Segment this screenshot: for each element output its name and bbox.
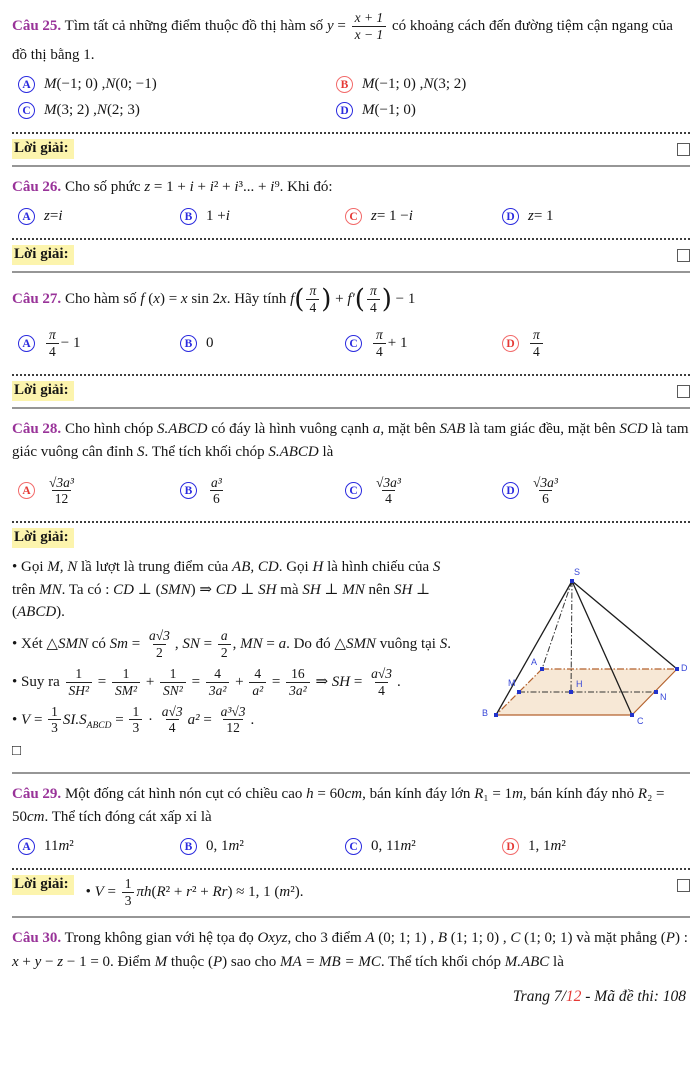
- option-text: $\frac{\text{√3a³}}{4}$: [376, 474, 401, 507]
- question-body: Một đống cát hình nón cụt có chiều cao h = 60cm, bán kính đáy lớn R₁ = 1m, bán kính đáy nhỏ R₂ = 50cm. Thể tích đóng cát xấp xỉ là: [12, 785, 665, 826]
- option-letter-circle: D: [502, 208, 519, 225]
- option-letter-circle: B: [180, 482, 197, 499]
- solution-inline-text: • V = $\frac{1}{3}$ πh(R² + r² + Rr) ≈ 1, 1 (m²).: [85, 876, 304, 909]
- footer-exam-code: - Mã đề thi: 108: [581, 987, 686, 1005]
- option-a[interactable]: [18, 208, 180, 225]
- page-footer: [12, 988, 686, 1006]
- option-text: M (3; 2) , N (2; 3): [44, 102, 140, 119]
- question-29: [12, 783, 690, 918]
- question-text: [12, 783, 690, 830]
- section-divider: [12, 916, 690, 918]
- label-a: A: [531, 657, 538, 668]
- option-letter-circle: A: [18, 482, 35, 499]
- option-letter-circle: D: [336, 102, 353, 119]
- option-c[interactable]: [345, 838, 502, 855]
- solution-label: Lời giải:: [12, 528, 74, 548]
- section-divider: [12, 407, 690, 409]
- solution-row: [12, 875, 690, 910]
- option-letter-circle: C: [345, 838, 362, 855]
- question-body: Cho số phức z = 1 + i + i² + i³... + i⁹. Khi đó:: [64, 179, 333, 196]
- question-body: Trong không gian với hệ tọa đọ Oxyz, cho 3 điểm A (0; 1; 1) , B (1; 1; 0) , C (1; 0; 1) và mặt phẳng (P) : x + y − z − 1 = 0. Điểm M thuộc (P) sao cho MA = MB = MC. Thể tích khối chóp M.ABC là: [12, 930, 688, 970]
- option-text: z = 1 − i: [371, 208, 413, 225]
- option-d[interactable]: [502, 208, 690, 225]
- option-text: 0, 1 m ²: [206, 838, 244, 855]
- option-d[interactable]: [502, 838, 690, 855]
- question-number: Câu 26.: [12, 179, 62, 196]
- option-text: 1, 1 m ²: [528, 838, 566, 855]
- solution-row: [12, 528, 690, 548]
- option-letter-circle: C: [18, 102, 35, 119]
- option-d[interactable]: [336, 102, 690, 119]
- question-text: [12, 9, 690, 67]
- solution-row: [12, 245, 690, 265]
- options: [18, 76, 690, 119]
- option-letter-circle: A: [18, 335, 35, 352]
- option-letter-circle: A: [18, 208, 35, 225]
- question-body: Cho hình chóp S.ABCD có đáy là hình vuông cạnh a, mặt bên SAB là tam giác đều, mặt bên SCD là tam giác vuông cân đỉnh S. Thể tích khối chóp S.ABCD là: [12, 421, 689, 461]
- label-c: C: [637, 716, 644, 727]
- option-text: M (−1; 0) , N (3; 2): [362, 76, 467, 93]
- footer-page-prefix: Trang 7/: [512, 987, 566, 1005]
- option-letter-circle: B: [180, 838, 197, 855]
- solution-step: • V = $\frac{1}{3}$ $SI.S_{ABCD}$ = $\frac{1}{3}$ · $\frac{a√3}{4}$ a² = $\frac{\text{a³√3}}{12}$ .: [12, 703, 255, 736]
- option-d[interactable]: [502, 326, 690, 361]
- label-n: N: [660, 692, 667, 703]
- solution-content: [12, 553, 690, 766]
- question-number: Câu 30.: [12, 930, 62, 947]
- option-letter-circle: D: [502, 838, 519, 855]
- option-text: M (−1; 0): [362, 102, 416, 119]
- question-number: Câu 25.: [12, 17, 62, 34]
- solution-step: • Suy ra $\frac{1}{\text{SH²}}$ = $\frac{1}{\text{SM²}}$ + $\frac{1}{\text{SN²}}$ = $\frac{4}{\text{3a²}}$ + $\frac{4}{\text{a²}}$ = $\frac{16}{\text{3a²}}$ ⇒ SH = $\frac{a√3}{4}$ .: [12, 665, 401, 698]
- option-letter-circle: B: [180, 208, 197, 225]
- question-text: [12, 176, 690, 199]
- option-d[interactable]: [502, 474, 690, 509]
- question-25: [12, 9, 690, 167]
- dotted-answer-line: [12, 521, 690, 523]
- option-b[interactable]: [180, 326, 345, 361]
- label-m: M: [508, 678, 516, 689]
- option-text: $\frac{\text{√3a³}}{6}$: [533, 474, 558, 507]
- solution-label: Lời giải:: [12, 381, 74, 401]
- option-letter-circle: B: [180, 335, 197, 352]
- label-b: B: [482, 708, 489, 719]
- option-a[interactable]: [18, 76, 336, 93]
- option-text: $\frac{\pi}{4}$ + 1: [371, 326, 407, 361]
- options: [18, 474, 690, 509]
- option-letter-circle: C: [345, 482, 362, 499]
- checkbox-icon[interactable]: [677, 143, 690, 156]
- dotted-answer-line: [12, 374, 690, 376]
- option-text: $\frac{\pi}{4}$ − 1: [44, 326, 80, 361]
- section-divider: [12, 271, 690, 273]
- solution-row: [12, 381, 690, 401]
- dotted-answer-line: [12, 868, 690, 870]
- dotted-answer-line: [12, 238, 690, 240]
- option-letter-circle: D: [502, 335, 519, 352]
- option-text: z = i: [44, 208, 63, 225]
- option-c[interactable]: [18, 102, 336, 119]
- option-text: 0: [206, 335, 214, 352]
- checkbox-icon[interactable]: [677, 879, 690, 892]
- option-text: 0, 11 m ²: [371, 838, 416, 855]
- options: [18, 838, 690, 855]
- question-text: [12, 927, 690, 974]
- option-text: $\frac{\pi}{4}$: [528, 326, 545, 361]
- option-letter-circle: C: [345, 208, 362, 225]
- question-28: [12, 418, 690, 774]
- solution-text: [12, 553, 466, 766]
- section-divider: [12, 165, 690, 167]
- question-text: [12, 418, 690, 465]
- question-number: Câu 27.: [12, 291, 62, 308]
- qed-square: □: [12, 743, 22, 760]
- option-letter-circle: D: [502, 482, 519, 499]
- option-text: 1 + i: [206, 208, 230, 225]
- solution-step: • Xét △SMN có Sm = $\frac{a√3}{2}$ , SN = $\frac{a}{2}$ , MN = a. Do đó △SMN vuông tại S.: [12, 627, 451, 660]
- option-c[interactable]: [345, 326, 502, 361]
- option-letter-circle: A: [18, 838, 35, 855]
- question-body: Tìm tất cả những điểm thuộc đồ thị hàm số y = $\frac{x + 1}{x - 1}$ có khoảng cách đến đường tiệm cận ngang của đồ thị bằng 1.: [12, 10, 673, 63]
- label-h: H: [576, 679, 583, 690]
- option-b[interactable]: [180, 474, 345, 509]
- option-text: $\frac{\text{a³}}{6}$: [211, 474, 222, 507]
- options: [18, 326, 690, 361]
- checkbox-icon[interactable]: [677, 249, 690, 262]
- option-c[interactable]: [345, 474, 502, 509]
- options: [18, 208, 690, 225]
- option-text: $\frac{\text{√3a³}}{12}$: [49, 474, 74, 507]
- option-b[interactable]: [336, 76, 690, 93]
- option-letter-circle: B: [336, 76, 353, 93]
- option-text: z = 1: [528, 208, 554, 225]
- option-b[interactable]: [180, 838, 345, 855]
- footer-page-total: 12: [565, 987, 582, 1005]
- question-body: Cho hàm số f (x) = x sin 2x. Hãy tính f( $\frac{\pi}{4}$ ) + f′( $\frac{\pi}{4}$ ) − 1: [64, 283, 416, 316]
- option-c[interactable]: [345, 208, 502, 225]
- solution-step: • Gọi M, N lầ lượt là trung điểm của AB, CD. Gọi H là hình chiếu của S trên MN. Ta có : CD ⊥ (SMN) ⇒ CD ⊥ SH mà SH ⊥ MN nên SH ⊥ (ABCD).: [12, 559, 441, 621]
- option-text: M (−1; 0) , N (0; −1): [44, 76, 157, 93]
- question-26: [12, 176, 690, 273]
- option-letter-circle: A: [18, 76, 35, 93]
- option-b[interactable]: [180, 208, 345, 225]
- solution-label: Lời giải:: [12, 245, 74, 265]
- option-a[interactable]: [18, 326, 180, 361]
- label-s: S: [574, 567, 581, 578]
- checkbox-icon[interactable]: [677, 385, 690, 398]
- figure-container: [470, 553, 690, 766]
- section-divider: [12, 772, 690, 774]
- option-letter-circle: C: [345, 335, 362, 352]
- question-text: [12, 282, 690, 317]
- question-number: Câu 29.: [12, 785, 62, 802]
- dotted-answer-line: [12, 132, 690, 134]
- question-number: Câu 28.: [12, 421, 62, 438]
- label-d: D: [681, 663, 688, 674]
- question-27: [12, 282, 690, 409]
- option-text: 11 m ²: [44, 838, 74, 855]
- solution-label: Lời giải:: [12, 139, 74, 159]
- question-30: [12, 927, 690, 974]
- option-a[interactable]: [18, 474, 180, 509]
- pyramid-figure: [470, 553, 690, 753]
- option-a[interactable]: [18, 838, 180, 855]
- solution-row: [12, 139, 690, 159]
- solution-label: Lời giải:: [12, 875, 74, 895]
